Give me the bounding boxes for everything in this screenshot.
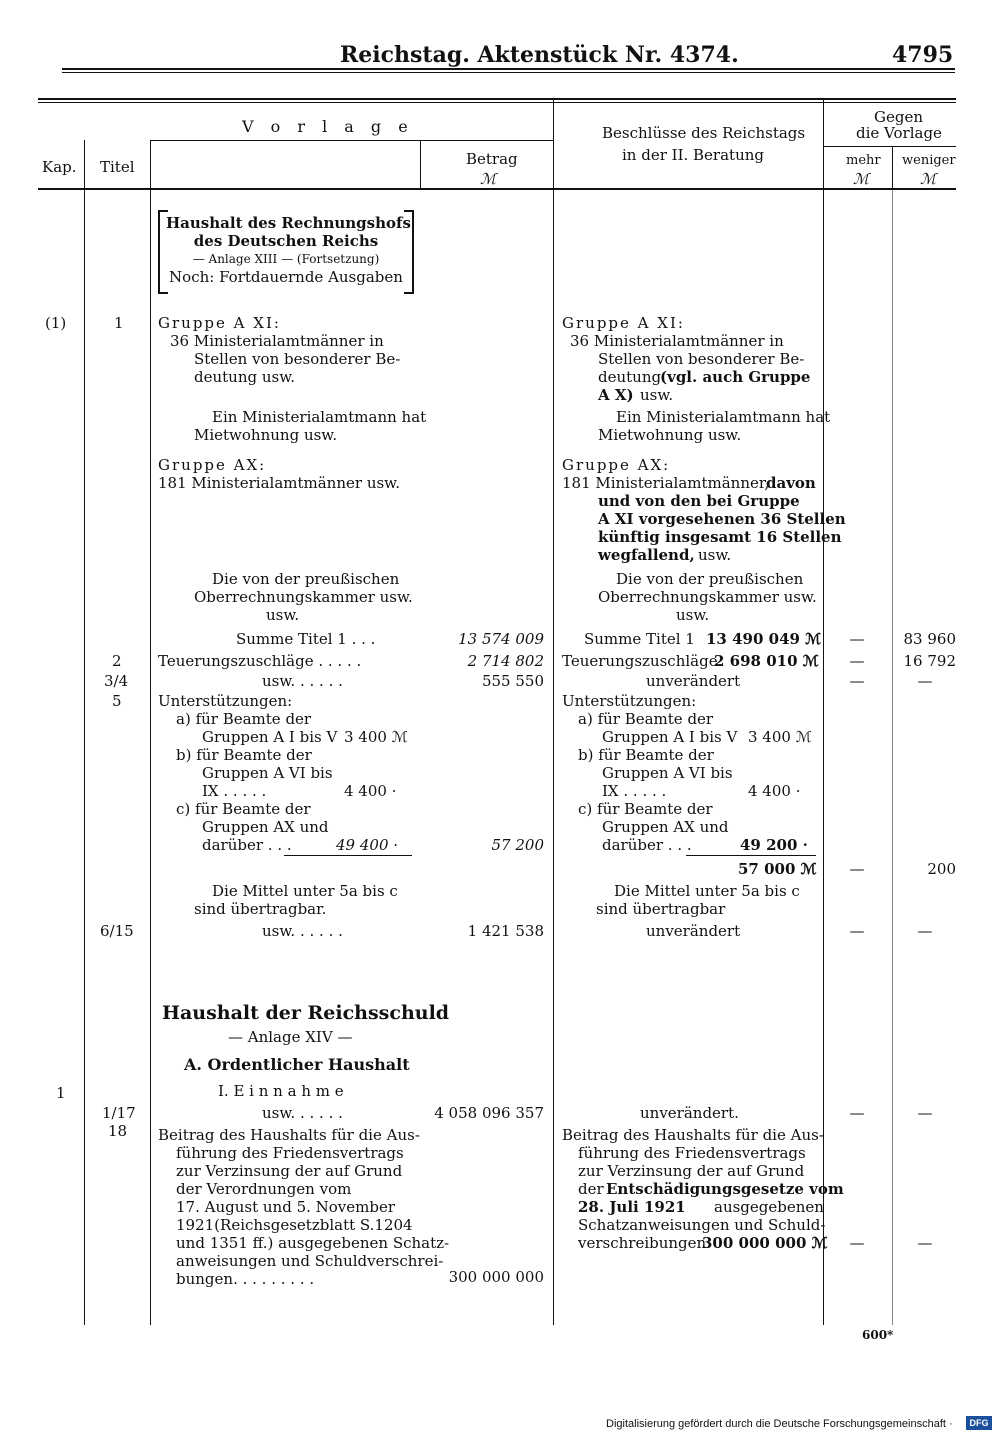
left-l1: 36 Ministerialamtmänner in <box>170 332 384 350</box>
right-l2: Stellen von besonderer Be- <box>598 350 805 368</box>
header-rule <box>62 68 955 70</box>
right-b-amount: 4 400 · <box>748 782 801 800</box>
section2-a-title: A. Ordentlicher Haushalt <box>184 1055 410 1074</box>
dfg-logo: DFG <box>966 1416 992 1430</box>
left-mittel-1: Die Mittel unter 5a bis c <box>212 882 398 900</box>
running-title: Reichstag. Aktenstück Nr. 4374. <box>340 42 739 68</box>
right-summe-label: Summe Titel 1 <box>584 630 695 648</box>
section2-title: Haushalt der Reichsschuld <box>162 1002 450 1024</box>
left-c-underline <box>284 855 412 856</box>
s2-right-unveraendert: unverändert. <box>640 1104 739 1122</box>
box-line-2: des Deutschen Reichs <box>193 232 379 250</box>
betrag-usw: 555 550 <box>481 672 544 690</box>
right-l14: usw. <box>676 606 710 624</box>
header-bottom-rule <box>38 188 956 190</box>
right-teuerung-label: Teuerungszuschläge <box>562 652 718 670</box>
left-gruppe-ax: Gruppe AX: <box>158 456 267 474</box>
left-l5: Mietwohnung usw. <box>194 426 338 444</box>
right-unveraendert-2: unverändert <box>646 922 741 940</box>
titel-18: 18 <box>108 1122 128 1140</box>
s2-left-l5: 17. August und 5. November <box>176 1198 396 1216</box>
betrag-usw-2: 1 421 538 <box>467 922 544 940</box>
right-l9: A XI vorgesehenen 36 Stellen <box>598 510 846 528</box>
left-c1: c) für Beamte der <box>176 800 311 818</box>
box-line-3: — Anlage XIII — (Fortsetzung) <box>192 252 380 266</box>
left-mittel-2: sind übertragbar. <box>194 900 327 918</box>
left-unter: Unterstützungen: <box>158 692 293 710</box>
left-l7: Die von der preußischen <box>212 570 400 588</box>
right-l7b: davon <box>766 474 816 492</box>
right-gruppe-ax: Gruppe AX: <box>562 456 671 474</box>
left-a2: Gruppen A I bis V <box>202 728 338 746</box>
betrag-teuerung: 2 714 802 <box>467 652 544 670</box>
right-c3: darüber . . . <box>602 836 692 854</box>
right-mittel-1: Die Mittel unter 5a bis c <box>614 882 800 900</box>
col-mehr-unit: ℳ <box>853 170 870 188</box>
col-rule-mehr <box>892 146 893 188</box>
right-l1: 36 Ministerialamtmänner in <box>570 332 784 350</box>
mehr-unterstuetzungen: — <box>849 860 865 878</box>
s2-left-l3: zur Verzinsung der auf Grund <box>176 1162 403 1180</box>
left-c3: darüber . . . <box>202 836 292 854</box>
right-a1: a) für Beamte der <box>578 710 714 728</box>
left-b2: Gruppen A VI bis <box>202 764 333 782</box>
signature-mark: 600* <box>862 1328 894 1342</box>
s2-left-l8: anweisungen und Schuldverschrei- <box>176 1252 444 1270</box>
col-beschluesse-2: in der II. Beratung <box>622 146 764 164</box>
right-a-amount: 3 400 ℳ <box>748 728 812 746</box>
vorlage-sub-rule <box>150 140 553 141</box>
right-c1: c) für Beamte der <box>578 800 713 818</box>
s2-left-l2: führung des Friedensvertrags <box>176 1144 404 1162</box>
s2-left-l4: der Verordnungen vom <box>176 1180 352 1198</box>
box-line-4: Noch: Fortdauernde Ausgaben <box>169 268 403 286</box>
weniger-usw-2: — <box>917 922 933 940</box>
kap-1: (1) <box>45 314 67 332</box>
col-gegen-2: die Vorlage <box>856 124 942 142</box>
betrag-summe: 13 574 009 <box>458 630 544 648</box>
col-rule-kap <box>84 140 85 1325</box>
right-summe-amount: 13 490 049 ℳ <box>706 630 822 648</box>
col-rule-mehr-body <box>892 190 893 1325</box>
s2-left-l9: bungen. . . . . . . . . <box>176 1270 315 1288</box>
col-titel: Titel <box>100 158 135 176</box>
titel-1: 1 <box>114 314 124 332</box>
mehr-teuerung: — <box>849 652 865 670</box>
s2-right-l5b: ausgegebenen <box>714 1198 824 1216</box>
col-betrag: Betrag <box>466 150 518 168</box>
col-weniger-unit: ℳ <box>920 170 937 188</box>
s2-left-usw: usw. . . . . . <box>262 1104 343 1122</box>
right-gruppe-axi: Gruppe A XI: <box>562 314 685 332</box>
col-vorlage: V o r l a g e <box>242 117 414 136</box>
left-usw: usw. . . . . . <box>262 672 343 690</box>
header-rule-thin <box>62 72 955 73</box>
right-b1: b) für Beamte der <box>578 746 714 764</box>
s2-weniger-beitrag: — <box>917 1234 933 1252</box>
right-l11b: usw. <box>698 546 732 564</box>
s2-betrag-usw: 4 058 096 357 <box>434 1104 544 1122</box>
left-b3: IX . . . . . <box>202 782 267 800</box>
right-l13: Oberrechnungskammer usw. <box>598 588 817 606</box>
table-top-rule-thin <box>38 102 956 103</box>
s2-right-l4a: der <box>578 1180 604 1198</box>
mehr-usw-2: — <box>849 922 865 940</box>
box-line-1: Haushalt des Rechnungshofs <box>166 214 411 232</box>
left-l6: 181 Ministerialamtmänner usw. <box>158 474 401 492</box>
gegen-sub-rule <box>823 146 956 147</box>
titel-6-15: 6/15 <box>100 922 134 940</box>
s2-right-l1: Beitrag des Haushalts für die Aus- <box>562 1126 824 1144</box>
weniger-summe: 83 960 <box>903 630 956 648</box>
left-c-amount: 49 400 · <box>336 836 399 854</box>
betrag-unterstuetzungen: 57 200 <box>491 836 544 854</box>
s2-right-l7b: 300 000 000 ℳ <box>702 1234 828 1252</box>
left-summe: Summe Titel 1 . . . <box>236 630 376 648</box>
col-rule-titel <box>150 140 151 1325</box>
section2-einnahme: I. E i n n a h m e <box>218 1082 344 1100</box>
weniger-teuerung: 16 792 <box>903 652 956 670</box>
col-weniger: weniger <box>902 153 956 168</box>
left-a1: a) für Beamte der <box>176 710 312 728</box>
left-l3: deutung usw. <box>194 368 296 386</box>
page-number: 4795 <box>892 42 954 68</box>
right-l4a: A X) <box>598 386 634 404</box>
right-a2: Gruppen A I bis V <box>602 728 738 746</box>
left-l8: Oberrechnungskammer usw. <box>194 588 413 606</box>
s2-betrag-beitrag: 300 000 000 <box>448 1268 544 1286</box>
left-l9: usw. <box>266 606 300 624</box>
left-a-amount: 3 400 ℳ <box>344 728 408 746</box>
mehr-summe: — <box>849 630 865 648</box>
right-c-amount: 49 200 · <box>740 836 808 854</box>
table-top-rule <box>38 98 956 100</box>
weniger-unterstuetzungen: 200 <box>927 860 956 878</box>
s2-right-l7a: verschreibungen <box>578 1234 707 1252</box>
titel-3-4: 3/4 <box>104 672 129 690</box>
s2-weniger-usw: — <box>917 1104 933 1122</box>
left-gruppe-axi: Gruppe A XI: <box>158 314 281 332</box>
col-kap: Kap. <box>42 158 77 176</box>
right-l11a: wegfallend, <box>598 546 695 564</box>
col-rule-text-head <box>420 140 421 188</box>
funding-note: Digitalisierung gefördert durch die Deutsche Forschungsgemeinschaft · <box>606 1418 953 1430</box>
right-c-underline <box>686 855 816 856</box>
left-b-amount: 4 400 · <box>344 782 397 800</box>
s2-right-l2: führung des Friedensvertrags <box>578 1144 806 1162</box>
s2-mehr-beitrag: — <box>849 1234 865 1252</box>
s2-left-l1: Beitrag des Haushalts für die Aus- <box>158 1126 420 1144</box>
right-teuerung-amount: 2 698 010 ℳ <box>714 652 819 670</box>
left-l4: Ein Ministerialamtmann hat <box>212 408 427 426</box>
col-beschluesse-1: Beschlüsse des Reichstags <box>602 124 806 142</box>
s2-right-l3: zur Verzinsung der auf Grund <box>578 1162 805 1180</box>
mehr-usw: — <box>849 672 865 690</box>
right-l3a: deutung <box>598 368 662 386</box>
col-gegen-1: Gegen <box>874 108 923 126</box>
right-l4b: usw. <box>640 386 674 404</box>
col-mehr: mehr <box>846 153 881 168</box>
titel-5: 5 <box>112 692 122 710</box>
right-l6: Mietwohnung usw. <box>598 426 742 444</box>
s2-right-l6: Schatzanweisungen und Schuld- <box>578 1216 826 1234</box>
s2-right-l5a: 28. Juli 1921 <box>578 1198 686 1216</box>
right-unter: Unterstützungen: <box>562 692 697 710</box>
right-l3b: (vgl. auch Gruppe <box>660 368 811 386</box>
section2-anlage: — Anlage XIV — <box>228 1028 353 1046</box>
col-rule-betrag <box>553 100 554 1325</box>
left-b1: b) für Beamte der <box>176 746 312 764</box>
col-betrag-unit: ℳ <box>480 170 497 188</box>
titel-1-17: 1/17 <box>102 1104 136 1122</box>
right-mittel-2: sind übertragbar <box>596 900 726 918</box>
right-l7a: 181 Ministerialamtmänner, <box>562 474 770 492</box>
right-l12: Die von der preußischen <box>616 570 804 588</box>
left-usw-2: usw. . . . . . <box>262 922 343 940</box>
s2-right-l4b: Entschädigungsgesetze vom <box>606 1180 844 1198</box>
right-b3: IX . . . . . <box>602 782 667 800</box>
kap-2: 1 <box>56 1084 66 1102</box>
s2-left-l7: und 1351 ff.) ausgegebenen Schatz- <box>176 1234 450 1252</box>
right-b2: Gruppen A VI bis <box>602 764 733 782</box>
right-c2: Gruppen AX und <box>602 818 729 836</box>
right-l10: künftig insgesamt 16 Stellen <box>598 528 842 546</box>
s2-left-l6: 1921(Reichsgesetzblatt S.1204 <box>176 1216 413 1234</box>
left-l2: Stellen von besonderer Be- <box>194 350 401 368</box>
right-unveraendert: unverändert <box>646 672 741 690</box>
left-teuerung: Teuerungszuschläge . . . . . <box>158 652 362 670</box>
right-l8: und von den bei Gruppe <box>598 492 800 510</box>
right-total: 57 000 ℳ <box>738 860 817 878</box>
left-c2: Gruppen AX und <box>202 818 329 836</box>
weniger-usw: — <box>917 672 933 690</box>
titel-2: 2 <box>112 652 122 670</box>
right-l5: Ein Ministerialamtmann hat <box>616 408 831 426</box>
s2-mehr-usw: — <box>849 1104 865 1122</box>
